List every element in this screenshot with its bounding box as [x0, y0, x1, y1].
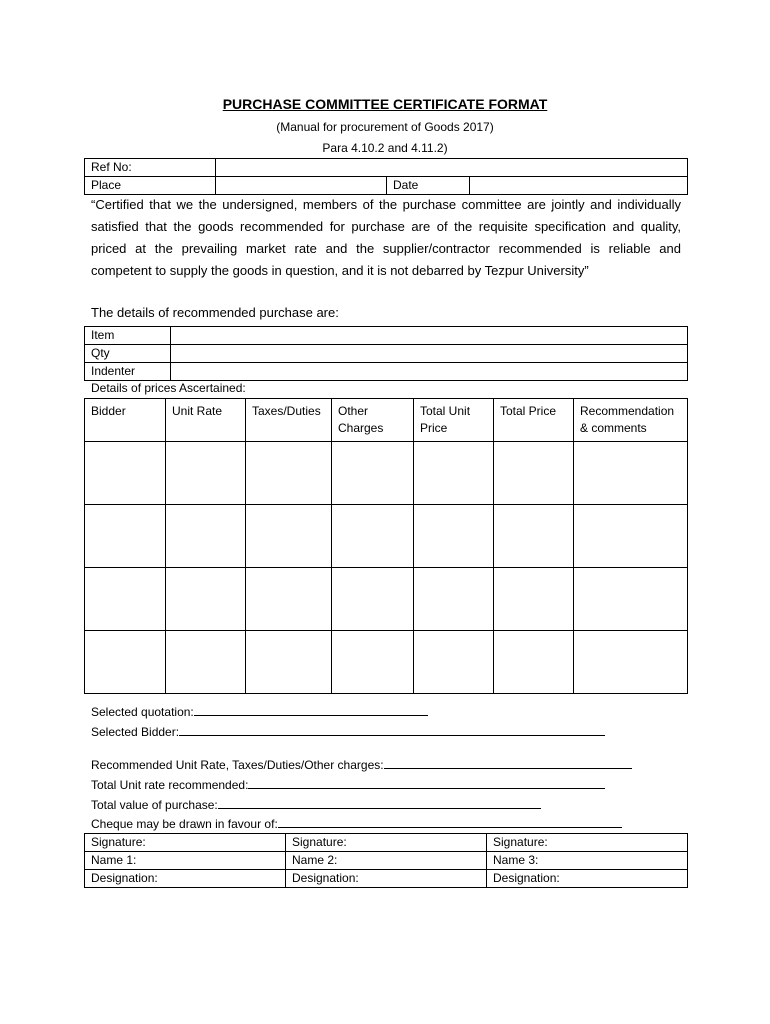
selected-quotation-label: Selected quotation: — [91, 705, 194, 719]
cell-total-price[interactable] — [494, 568, 574, 631]
cell-taxes[interactable] — [246, 442, 332, 505]
cheque-label: Cheque may be drawn in favour of: — [91, 817, 278, 831]
cell-bidder[interactable] — [85, 631, 166, 694]
header-total-unit-price: Total Unit Price — [414, 399, 494, 442]
details-heading: The details of recommended purchase are: — [91, 305, 339, 320]
header-unit-rate: Unit Rate — [166, 399, 246, 442]
total-value-line — [91, 796, 541, 812]
designation-3[interactable]: Designation: — [487, 870, 688, 888]
table-row — [85, 442, 688, 505]
name-2[interactable]: Name 2: — [286, 852, 487, 870]
place-label: Place — [85, 177, 216, 195]
signature-2[interactable]: Signature: — [286, 834, 487, 852]
cell-bidder[interactable] — [85, 442, 166, 505]
ref-no-label: Ref No: — [85, 159, 216, 177]
cell-taxes[interactable] — [246, 505, 332, 568]
date-label: Date — [387, 177, 470, 195]
date-field[interactable] — [470, 177, 688, 195]
item-label: Item — [85, 327, 171, 345]
table-row — [85, 568, 688, 631]
cell-recommendation[interactable] — [574, 568, 688, 631]
recommended-rate-line — [91, 756, 632, 772]
recommended-rate-field[interactable] — [384, 756, 632, 769]
cell-total-price[interactable] — [494, 505, 574, 568]
name-3[interactable]: Name 3: — [487, 852, 688, 870]
header-taxes-duties: Taxes/Duties — [246, 399, 332, 442]
prices-heading: Details of prices Ascertained: — [91, 381, 246, 395]
table-row — [85, 631, 688, 694]
header-total-price: Total Price — [494, 399, 574, 442]
selected-quotation-field[interactable] — [194, 703, 428, 716]
cell-taxes[interactable] — [246, 568, 332, 631]
total-unit-rate-label: Total Unit rate recommended: — [91, 778, 249, 792]
cell-unit-rate[interactable] — [166, 505, 246, 568]
signature-3[interactable]: Signature: — [487, 834, 688, 852]
cell-bidder[interactable] — [85, 505, 166, 568]
cell-other-charges[interactable] — [332, 631, 414, 694]
total-value-field[interactable] — [218, 796, 541, 809]
cell-total-price[interactable] — [494, 442, 574, 505]
header-recommendation: Recommendation & comments — [574, 399, 688, 442]
item-field[interactable] — [171, 327, 688, 345]
cheque-line — [91, 815, 622, 831]
selected-bidder-line — [91, 723, 605, 739]
cell-taxes[interactable] — [246, 631, 332, 694]
recommended-rate-label: Recommended Unit Rate, Taxes/Duties/Other charges: — [91, 758, 384, 772]
cell-other-charges[interactable] — [332, 442, 414, 505]
cell-bidder[interactable] — [85, 568, 166, 631]
header-bidder: Bidder — [85, 399, 166, 442]
cheque-field[interactable] — [278, 815, 622, 828]
indenter-field[interactable] — [171, 363, 688, 381]
cell-other-charges[interactable] — [332, 505, 414, 568]
cell-other-charges[interactable] — [332, 568, 414, 631]
selected-bidder-field[interactable] — [179, 723, 605, 736]
qty-label: Qty — [85, 345, 171, 363]
prices-table — [84, 398, 688, 694]
signature-table — [84, 833, 688, 888]
indenter-label: Indenter — [85, 363, 171, 381]
place-field[interactable] — [216, 177, 387, 195]
selected-quotation-line — [91, 703, 428, 719]
selected-bidder-label: Selected Bidder: — [91, 725, 180, 739]
signature-1[interactable]: Signature: — [85, 834, 286, 852]
total-unit-rate-line — [91, 776, 605, 792]
ref-no-field[interactable] — [216, 159, 688, 177]
cell-total-unit-price[interactable] — [414, 631, 494, 694]
designation-2[interactable]: Designation: — [286, 870, 487, 888]
cell-unit-rate[interactable] — [166, 631, 246, 694]
cell-unit-rate[interactable] — [166, 442, 246, 505]
cell-recommendation[interactable] — [574, 505, 688, 568]
cell-total-unit-price[interactable] — [414, 505, 494, 568]
form-title: PURCHASE COMMITTEE CERTIFICATE FORMAT — [222, 96, 548, 112]
item-details-table — [84, 326, 688, 381]
certification-statement: “Certified that we the undersigned, members of the purchase committee are jointly and individually satisfied that the goods recommended for purchase are of the requisite specification and quality, priced at the prevailing market rate and the supplier/contractor recommended is reliable and competent to supply the goods in question, and it is not debarred by Tezpur University” — [91, 197, 681, 278]
cell-total-price[interactable] — [494, 631, 574, 694]
header-other-charges: Other Charges — [332, 399, 414, 442]
cell-recommendation[interactable] — [574, 442, 688, 505]
cell-total-unit-price[interactable] — [414, 568, 494, 631]
total-value-label: Total value of purchase: — [91, 798, 218, 812]
form-para-reference: Para 4.10.2 and 4.11.2) — [322, 141, 448, 155]
form-subtitle: (Manual for procurement of Goods 2017) — [276, 120, 494, 134]
table-row — [85, 505, 688, 568]
cell-recommendation[interactable] — [574, 631, 688, 694]
cell-total-unit-price[interactable] — [414, 442, 494, 505]
cell-unit-rate[interactable] — [166, 568, 246, 631]
name-1[interactable]: Name 1: — [85, 852, 286, 870]
designation-1[interactable]: Designation: — [85, 870, 286, 888]
qty-field[interactable] — [171, 345, 688, 363]
reference-table — [84, 158, 688, 195]
total-unit-rate-field[interactable] — [248, 776, 605, 789]
